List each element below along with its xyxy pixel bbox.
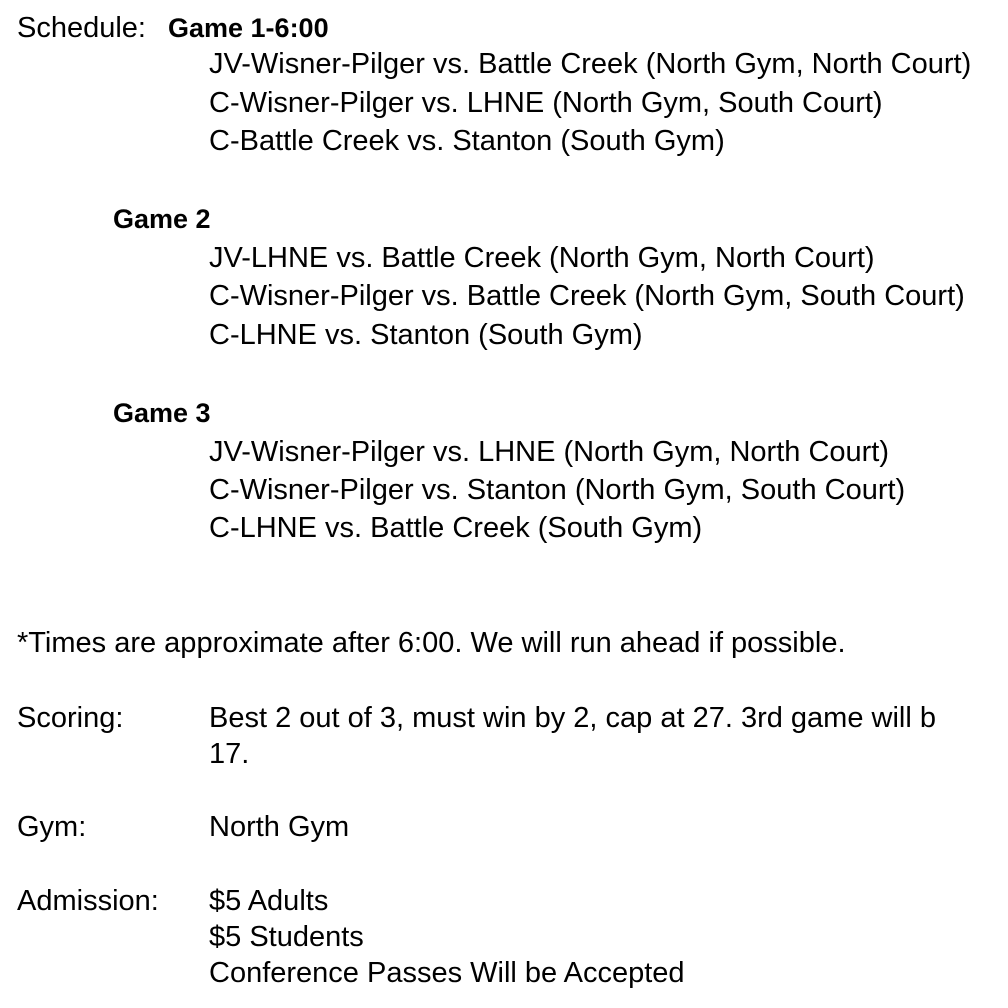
admission-label: Admission: xyxy=(17,885,159,917)
game-1-heading: Game 1-6:00 xyxy=(168,13,329,43)
game-3-match-1: JV-Wisner-Pilger vs. LHNE (North Gym, North Court) xyxy=(209,436,890,468)
scoring-line-1: Best 2 out of 3, must win by 2, cap at 27. 3rd game will b xyxy=(209,702,936,734)
game-2-match-2: C-Wisner-Pilger vs. Battle Creek (North Gym, South Court) xyxy=(209,280,965,312)
gym-label: Gym: xyxy=(17,811,87,843)
game-2-match-1: JV-LHNE vs. Battle Creek (North Gym, North Court) xyxy=(209,242,875,274)
game-1-match-3: C-Battle Creek vs. Stanton (South Gym) xyxy=(209,125,725,157)
scoring-line-2: 17. xyxy=(209,738,250,770)
schedule-label: Schedule: xyxy=(17,12,146,44)
game-2-heading: Game 2 xyxy=(113,204,211,234)
game-3-match-2: C-Wisner-Pilger vs. Stanton (North Gym, South Court) xyxy=(209,474,906,506)
scoring-label: Scoring: xyxy=(17,702,124,734)
admission-line-students: $5 Students xyxy=(209,921,364,953)
game-3-match-3: C-LHNE vs. Battle Creek (South Gym) xyxy=(209,512,703,544)
admission-line-adults: $5 Adults xyxy=(209,885,329,917)
admission-line-passes: Conference Passes Will be Accepted xyxy=(209,957,685,989)
game-1-match-1: JV-Wisner-Pilger vs. Battle Creek (North Gym, North Court) xyxy=(209,48,972,80)
times-note: *Times are approximate after 6:00. We will run ahead if possible. xyxy=(17,627,846,659)
gym-value: North Gym xyxy=(209,811,350,843)
game-2-match-3: C-LHNE vs. Stanton (South Gym) xyxy=(209,319,643,351)
game-1-match-2: C-Wisner-Pilger vs. LHNE (North Gym, South Court) xyxy=(209,87,883,119)
game-3-heading: Game 3 xyxy=(113,398,211,428)
